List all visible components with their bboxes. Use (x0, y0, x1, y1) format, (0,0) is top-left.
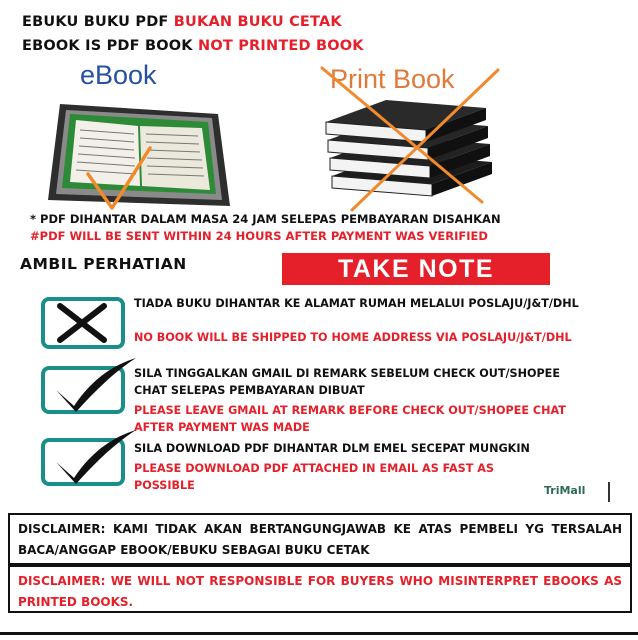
delivery-note-malay: * PDF DIHANTAR DALAM MASA 24 JAM SELEPAS PEMBAYARAN DISAHKAN (30, 212, 501, 226)
print-book-stack-illustration (312, 66, 512, 216)
rule-2-english: PLEASE LEAVE GMAIL AT REMARK BEFORE CHECK OUT/SHOPEE CHAT AFTER PAYMENT WAS MADE (134, 404, 566, 434)
header-line-english (22, 38, 364, 54)
rule-1-english: NO BOOK WILL BE SHIPPED TO HOME ADDRESS VIA POSLAJU/J&T/DHL (134, 331, 572, 344)
disclaimer-malay: DISCLAIMER: KAMI TIDAK AKAN BERTANGUNGJAWAB KE ATAS PEMBELI YG TERSALAH BACA/ANGGAP EBOOK/EBUKU SEBAGAI BUKU CETAK (18, 522, 622, 557)
rule-3-malay: SILA DOWNLOAD PDF DIHANTAR DLM EMEL SECEPAT MUNGKIN (134, 442, 530, 455)
ebook-tablet-illustration (40, 96, 240, 216)
print-book-label: Print Book (330, 64, 455, 94)
brand-label: TriMall (544, 484, 586, 497)
header-malay-black: EBUKU BUKU PDF (22, 14, 174, 30)
divider (608, 482, 610, 502)
disclaimer-box-malay (8, 513, 632, 565)
ebook-label: eBook (80, 60, 157, 90)
disclaimer-english: DISCLAIMER: WE WILL NOT RESPONSIBLE FOR BUYERS WHO MISINTERPRET EBOOKS AS PRINTED BOOKS. (18, 574, 622, 609)
check-icon (40, 356, 140, 416)
take-note-banner: TAKE NOTE (282, 253, 550, 285)
attention-heading-malay: AMBIL PERHATIAN (20, 255, 187, 273)
cross-icon (40, 296, 126, 352)
delivery-note-english: #PDF WILL BE SENT WITHIN 24 HOURS AFTER PAYMENT WAS VERIFIED (30, 229, 488, 243)
check-icon (40, 428, 140, 488)
header-line-malay (22, 14, 342, 30)
rule-3-english: PLEASE DOWNLOAD PDF ATTACHED IN EMAIL AS FAST AS POSSIBLE (134, 462, 494, 492)
header-english-black: EBOOK IS PDF BOOK (22, 38, 198, 54)
header-english-red: NOT PRINTED BOOK (198, 38, 364, 54)
bottom-divider (0, 632, 638, 635)
rule-1-malay: TIADA BUKU DIHANTAR KE ALAMAT RUMAH MELALUI POSLAJU/J&T/DHL (134, 297, 579, 310)
disclaimer-box-english (8, 565, 632, 613)
header-malay-red: BUKAN BUKU CETAK (173, 14, 342, 30)
rule-2-malay: SILA TINGGALKAN GMAIL DI REMARK SEBELUM CHECK OUT/SHOPEE CHAT SELEPAS PEMBAYARAN DIBUAT (134, 367, 560, 397)
